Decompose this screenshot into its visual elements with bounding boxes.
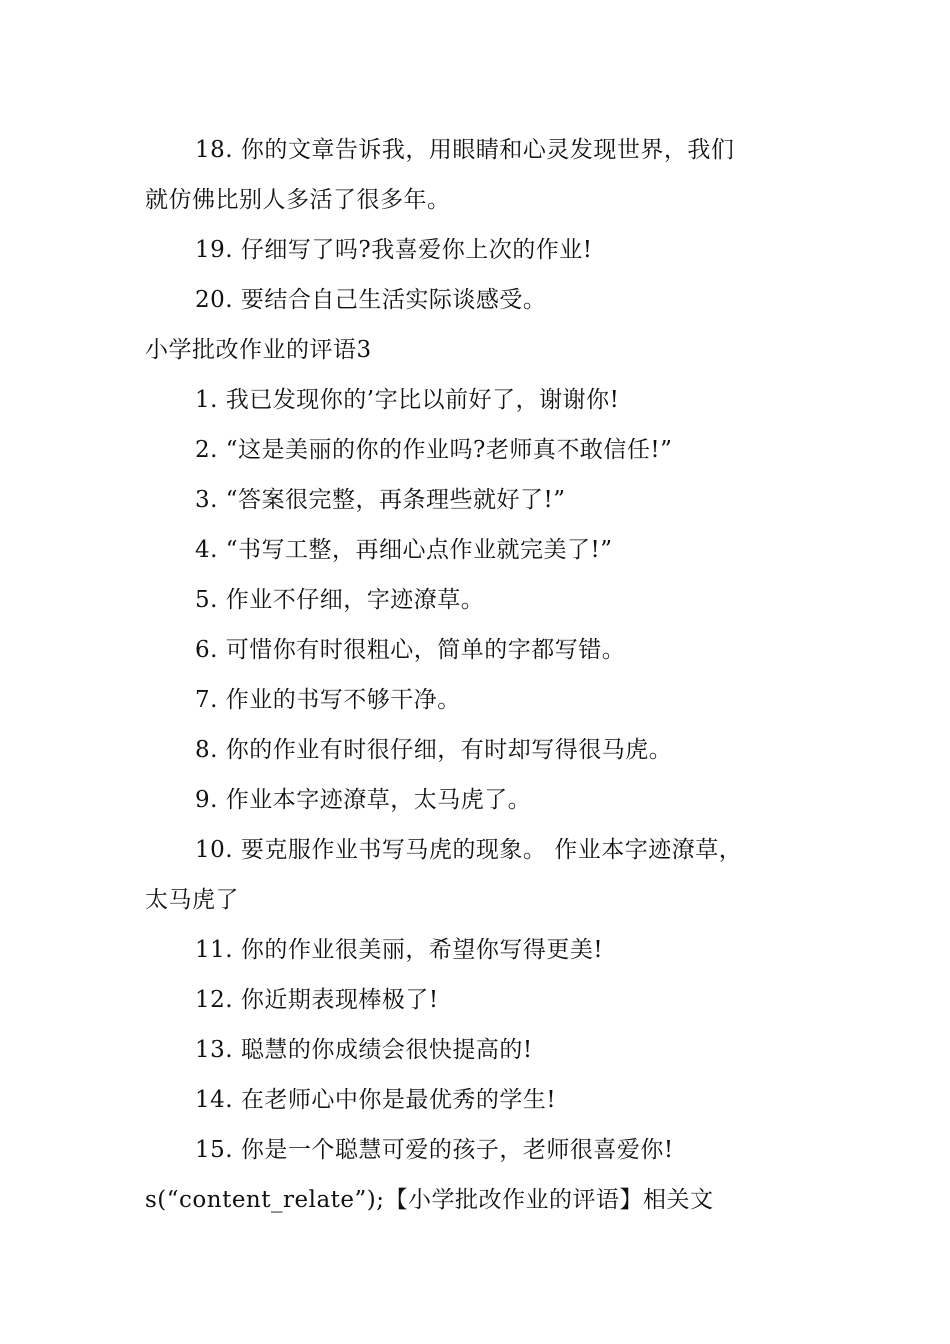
comment-item-12: 12. 你近期表现棒极了! bbox=[195, 987, 439, 1013]
related-articles-line: s(“content_relate”);【小学批改作业的评语】相关文 bbox=[145, 1187, 714, 1213]
section-heading: 小学批改作业的评语3 bbox=[145, 337, 372, 363]
comment-item-10-continued: 太马虎了 bbox=[145, 887, 239, 913]
comment-item-13: 13. 聪慧的你成绩会很快提高的! bbox=[195, 1037, 533, 1063]
comment-item-1: 1. 我已发现你的’字比以前好了，谢谢你! bbox=[195, 387, 620, 413]
comment-item-10: 10. 要克服作业书写马虎的现象。 作业本字迹潦草， bbox=[195, 837, 743, 863]
comment-item-8: 8. 你的作业有时很仔细，有时却写得很马虎。 bbox=[195, 737, 673, 763]
comment-item-20: 20. 要结合自己生活实际谈感受。 bbox=[195, 287, 547, 313]
comment-item-2: 2. “这是美丽的你的作业吗?老师真不敢信任!” bbox=[195, 437, 673, 463]
comment-item-6: 6. 可惜你有时很粗心，简单的字都写错。 bbox=[195, 637, 626, 663]
comment-item-5: 5. 作业不仔细，字迹潦草。 bbox=[195, 587, 485, 613]
comment-item-14: 14. 在老师心中你是最优秀的学生! bbox=[195, 1087, 557, 1113]
comment-item-4: 4. “书写工整，再细心点作业就完美了!” bbox=[195, 537, 613, 563]
comment-item-18-continued: 就仿佛比别人多活了很多年。 bbox=[145, 187, 451, 213]
comment-item-18: 18. 你的文章告诉我，用眼睛和心灵发现世界，我们 bbox=[195, 137, 735, 163]
comment-item-9: 9. 作业本字迹潦草，太马虎了。 bbox=[195, 787, 532, 813]
comment-item-7: 7. 作业的书写不够干净。 bbox=[195, 687, 461, 713]
comment-item-19: 19. 仔细写了吗?我喜爱你上次的作业! bbox=[195, 237, 593, 263]
comment-item-11: 11. 你的作业很美丽，希望你写得更美! bbox=[195, 937, 604, 963]
comment-item-3: 3. “答案很完整，再条理些就好了!” bbox=[195, 487, 566, 513]
comment-item-15: 15. 你是一个聪慧可爱的孩子，老师很喜爱你! bbox=[195, 1137, 674, 1163]
